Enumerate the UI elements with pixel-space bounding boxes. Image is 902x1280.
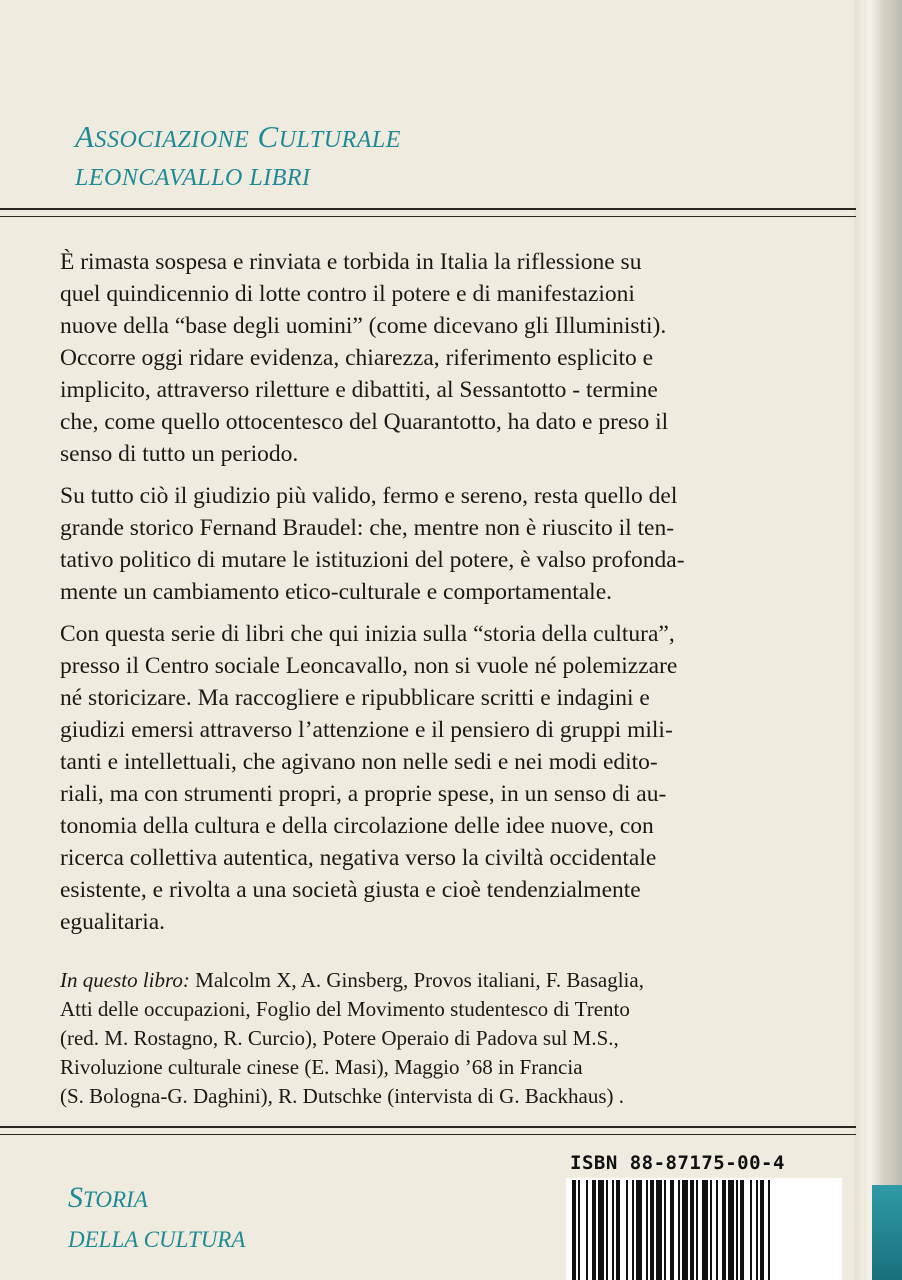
contents-line: (S. Bologna-G. Daghini), R. Dutschke (intervista di G. Backhaus) . — [60, 1084, 624, 1108]
barcode-bar — [572, 1180, 576, 1280]
barcode-bars — [566, 1178, 842, 1280]
publisher-heading — [75, 118, 401, 197]
barcode-bar — [598, 1180, 604, 1280]
publisher-heading-line1: ASSOCIAZIONE CULTURALE — [75, 119, 401, 154]
barcode-bar — [740, 1180, 744, 1280]
book-spine-edge — [854, 0, 902, 1280]
spine-color-band — [872, 1185, 902, 1280]
top-divider — [0, 208, 856, 210]
barcode-bar — [736, 1180, 738, 1280]
barcode-bar — [678, 1180, 680, 1280]
contents-label: In questo libro: — [60, 968, 190, 992]
barcode-bar — [750, 1180, 752, 1280]
barcode-bar — [768, 1180, 770, 1280]
barcode-bar — [722, 1180, 726, 1280]
barcode-bar — [702, 1180, 708, 1280]
blurb-paragraph-2: Su tutto ciò il giudizio più valido, fermo e sereno, resta quello del grande storico Fernand Braudel: che, mentre non è riuscito il ten- tativo politico di mutare le istituzioni del potere, è valso profonda- mente un cambiamento etico-culturale e comportamentale. — [60, 483, 685, 605]
barcode-bar — [656, 1180, 662, 1280]
barcode-bar — [636, 1180, 642, 1280]
barcode-bar — [756, 1180, 758, 1280]
series-title-line1: STORIA — [68, 1181, 148, 1214]
series-title-line2: DELLA CULTURA — [68, 1227, 246, 1252]
blurb-text — [60, 246, 812, 938]
isbn-number: ISBN 88-87175-00-4 — [570, 1152, 785, 1174]
barcode-bar — [682, 1180, 688, 1280]
barcode-bar — [616, 1180, 620, 1280]
contents-line: (red. M. Rostagno, R. Curcio), Potere Operaio di Padova sul M.S., — [60, 1026, 619, 1050]
contents-list — [60, 966, 644, 1111]
barcode-bar — [664, 1180, 666, 1280]
bottom-divider — [0, 1126, 856, 1128]
barcode-bar — [646, 1180, 648, 1280]
barcode-bar — [632, 1180, 634, 1280]
contents-line: Rivoluzione culturale cinese (E. Masi), Maggio ’68 in Francia — [60, 1055, 583, 1079]
bottom-divider-thin — [0, 1134, 856, 1135]
barcode-bar — [592, 1180, 596, 1280]
barcode-bar — [612, 1180, 614, 1280]
barcode-bar — [578, 1180, 580, 1280]
contents-line: In questo libro: Malcolm X, A. Ginsberg, Provos italiani, F. Basaglia, — [60, 968, 644, 992]
contents-line: Atti delle occupazioni, Foglio del Movimento studentesco di Trento — [60, 997, 630, 1021]
barcode-bar — [690, 1180, 694, 1280]
top-divider-thin — [0, 216, 856, 217]
barcode-bar — [728, 1180, 734, 1280]
series-title — [68, 1178, 245, 1260]
barcode-bar — [716, 1180, 718, 1280]
barcode-bar — [710, 1180, 712, 1280]
barcode-bar — [696, 1180, 698, 1280]
blurb-paragraph-1: È rimasta sospesa e rinviata e torbida in Italia la riflessione su quel quindicennio di lotte contro il potere e di manifestazioni nuove della “base degli uomini” (come dicevano gli Illuministi). Occorre oggi ridare evidenza, chiarezza, riferimento esplicito e implicito, attraverso riletture e dibattiti, al Sessantotto - termine che, come quello ottocentesco del Quarantotto, ha dato e preso il senso di tutto un periodo. — [60, 249, 669, 467]
barcode-bar — [626, 1180, 628, 1280]
barcode-bar — [760, 1180, 764, 1280]
barcode — [566, 1178, 842, 1280]
barcode-bar — [670, 1180, 674, 1280]
barcode-bar — [586, 1180, 588, 1280]
publisher-heading-line2: LEONCAVALLO LIBRI — [75, 165, 311, 191]
blurb-paragraph-3: Con questa serie di libri che qui inizia sulla “storia della cultura”, presso il Centro sociale Leoncavallo, non si vuole né polemizzare né storicizare. Ma raccogliere e ripubblicare scritti e indagini e giudizi emersi attraverso l’attenzione e il pensiero di gruppi mili- tanti e intellettuali, che agivano non nelle sedi e nei modi edito- riali, ma con strumenti propri, a proprie spese, in un senso di au- tonomia della cultura e della circolazione delle idee nuove, con ricerca collettiva autentica, negativa verso la civiltà occidentale esistente, e rivolta a una società giusta e cioè tendenzialmente egualitaria. — [60, 621, 678, 935]
barcode-bar — [606, 1180, 608, 1280]
barcode-bar — [650, 1180, 654, 1280]
